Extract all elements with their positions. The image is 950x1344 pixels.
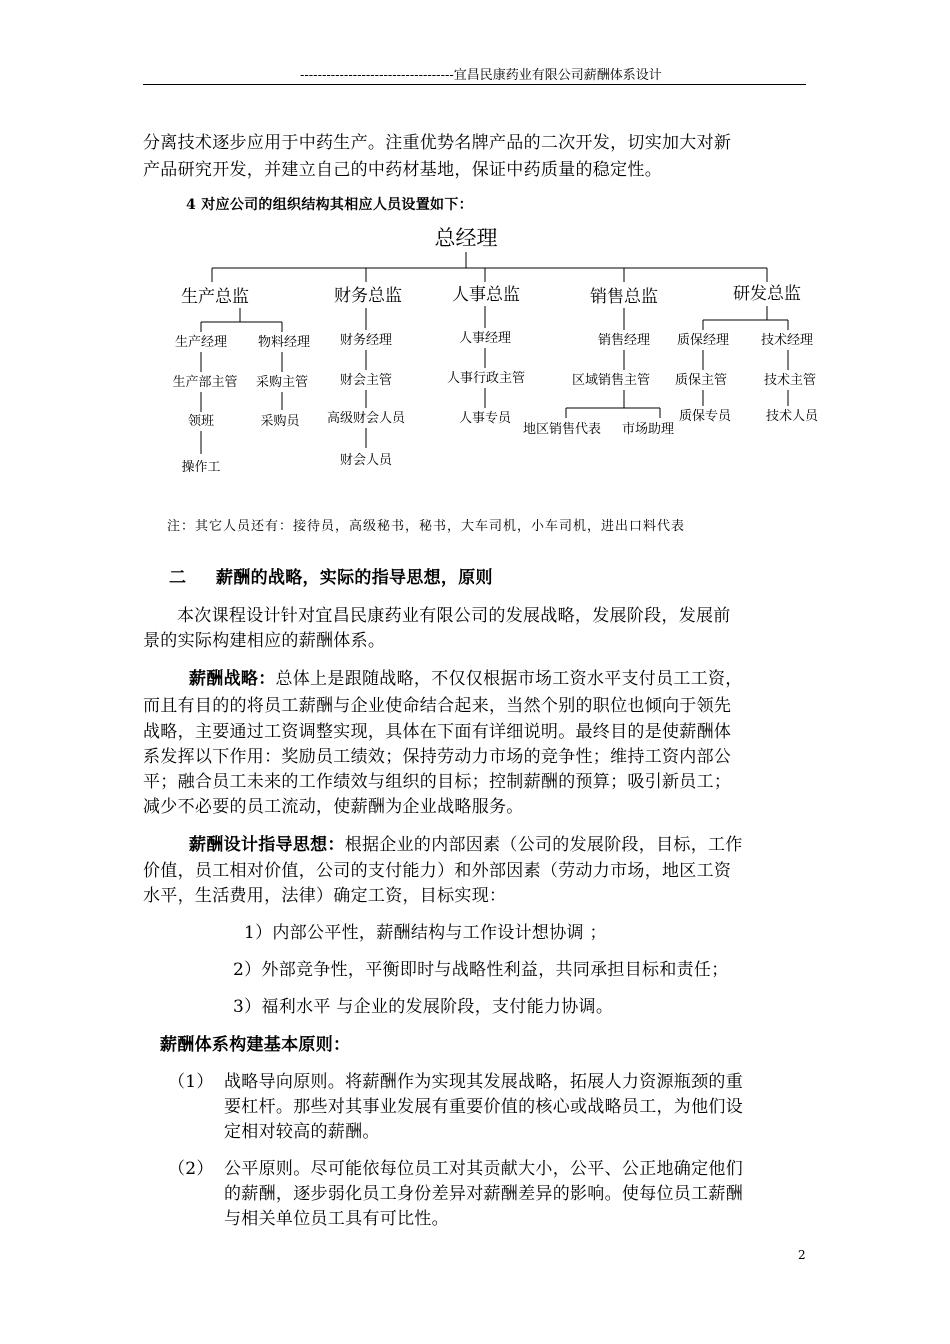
org-position: 人事行政主管	[446, 371, 526, 386]
org-position: 技术主管	[763, 373, 817, 388]
note: 注：其它人员还有：接待员，高级秘书，秘书，大车司机，小车司机，进出口料代表	[167, 519, 686, 534]
paragraph-line: 而且有目的的将员工薪酬与企业使命结合起来，当然个别的职位也倾向于领先	[143, 696, 732, 716]
paragraph-line: 价值，员工相对价值，公司的支付能力）和外部因素（劳动力市场，地区工资	[143, 861, 732, 881]
section-title: 薪酬的战略，实际的指导思想，原则	[216, 568, 493, 588]
org-director: 销售总监	[590, 287, 658, 307]
org-position: 市场助理	[621, 422, 675, 437]
org-director: 研发总监	[733, 284, 801, 304]
org-director: 人事总监	[452, 285, 520, 305]
intro-line: 产品研究开发，并建立自己的中药材基地，保证中药质量的稳定性。	[143, 160, 662, 180]
section-number: 二	[169, 568, 187, 588]
principle-number: （1）	[168, 1072, 214, 1092]
org-position: 财会主管	[339, 373, 393, 388]
principle-line: 公平原则。尽可能依每位员工对其贡献大小，公平、公正地确定他们	[224, 1159, 743, 1179]
org-position: 质保主管	[674, 373, 728, 388]
org-position: 区域销售主管	[571, 373, 651, 388]
running-header: -----------------------------------宜昌民康药业有限公司薪酬体系设计	[300, 68, 662, 83]
org-position: 高级财会人员	[326, 411, 406, 426]
org-position: 领班	[187, 414, 215, 429]
goal-item: 2）外部竞争性，平衡即时与战略性利益，共同承担目标和责任；	[233, 960, 729, 980]
org-director: 生产总监	[181, 287, 249, 307]
principles-heading: 薪酬体系构建基本原则：	[160, 1035, 351, 1055]
org-position: 人事经理	[458, 331, 512, 346]
paragraph-line: 景的实际构建相应的薪酬体系。	[143, 631, 386, 651]
org-heading: 4 对应公司的组织结构其相应人员设置如下：	[186, 197, 473, 213]
org-position: 技术经理	[760, 333, 814, 348]
principle-line: 要杠杆。那些对其事业发展有重要价值的核心或战略员工，为他们设	[224, 1097, 743, 1117]
principle-line: 的薪酬，逐步弱化员工身份差异对薪酬差异的影响。使每位员工薪酬	[224, 1184, 743, 1204]
org-position: 财会人员	[339, 453, 393, 468]
org-position: 技术人员	[765, 409, 819, 424]
goal-item: 3）福利水平 与企业的发展阶段，支付能力协调。	[233, 997, 614, 1017]
strategy-label: 薪酬战略：	[189, 669, 276, 689]
paragraph-line: 系发挥以下作用：奖励员工绩效；保持劳动力市场的竞争性；维持工资内部公	[143, 747, 732, 767]
org-director: 财务总监	[334, 286, 402, 306]
org-position: 生产经理	[174, 335, 228, 350]
org-position: 质保经理	[676, 333, 730, 348]
header-rule	[143, 84, 806, 85]
paragraph-line: 本次课程设计针对宜昌民康药业有限公司的发展战略，发展阶段，发展前	[177, 606, 731, 626]
principle-line: 定相对较高的薪酬。	[224, 1122, 380, 1142]
org-position: 生产部主管	[172, 375, 238, 390]
org-position: 质保专员	[678, 409, 732, 424]
guide-label: 薪酬设计指导思想：	[189, 835, 345, 855]
org-position: 财务经理	[339, 333, 393, 348]
org-root: 总经理	[434, 226, 498, 250]
principle-line: 战略导向原则。将薪酬作为实现其发展战略，拓展人力资源瓶颈的重	[224, 1072, 743, 1092]
principle-line: 与相关单位员工具有可比性。	[224, 1209, 449, 1229]
org-position: 操作工	[181, 460, 221, 475]
paragraph-line: 水平，生活费用，法律）确定工资，目标实现：	[143, 886, 507, 906]
org-position: 采购主管	[255, 375, 309, 390]
guide-paragraph: 薪酬设计指导思想：根据企业的内部因素（公司的发展阶段，目标，工作	[189, 835, 743, 855]
intro-line: 分离技术逐步应用于中药生产。注重优势名牌产品的二次开发，切实加大对新	[143, 133, 732, 153]
org-position: 人事专员	[458, 411, 512, 426]
paragraph-line: 平；融合员工未来的工作绩效与组织的目标；控制薪酬的预算；吸引新员工；	[143, 772, 732, 792]
org-position: 采购员	[260, 414, 300, 429]
paragraph-line: 减少不必要的员工流动，使薪酬为企业战略服务。	[143, 797, 524, 817]
org-position: 物料经理	[257, 335, 311, 350]
page-number: 2	[798, 1248, 806, 1262]
goal-item: 1）内部公平性，薪酬结构与工作设计想协调 ；	[244, 923, 607, 943]
paragraph-line: 战略，主要通过工资调整实现，具体在下面有详细说明。最终目的是使薪酬体	[143, 722, 732, 742]
org-chart	[160, 222, 840, 482]
principle-number: （2）	[168, 1159, 214, 1179]
org-position: 地区销售代表	[522, 422, 602, 437]
org-position: 销售经理	[597, 333, 651, 348]
strategy-paragraph: 薪酬战略：总体上是跟随战略，不仅仅根据市场工资水平支付员工工资，	[189, 669, 743, 689]
